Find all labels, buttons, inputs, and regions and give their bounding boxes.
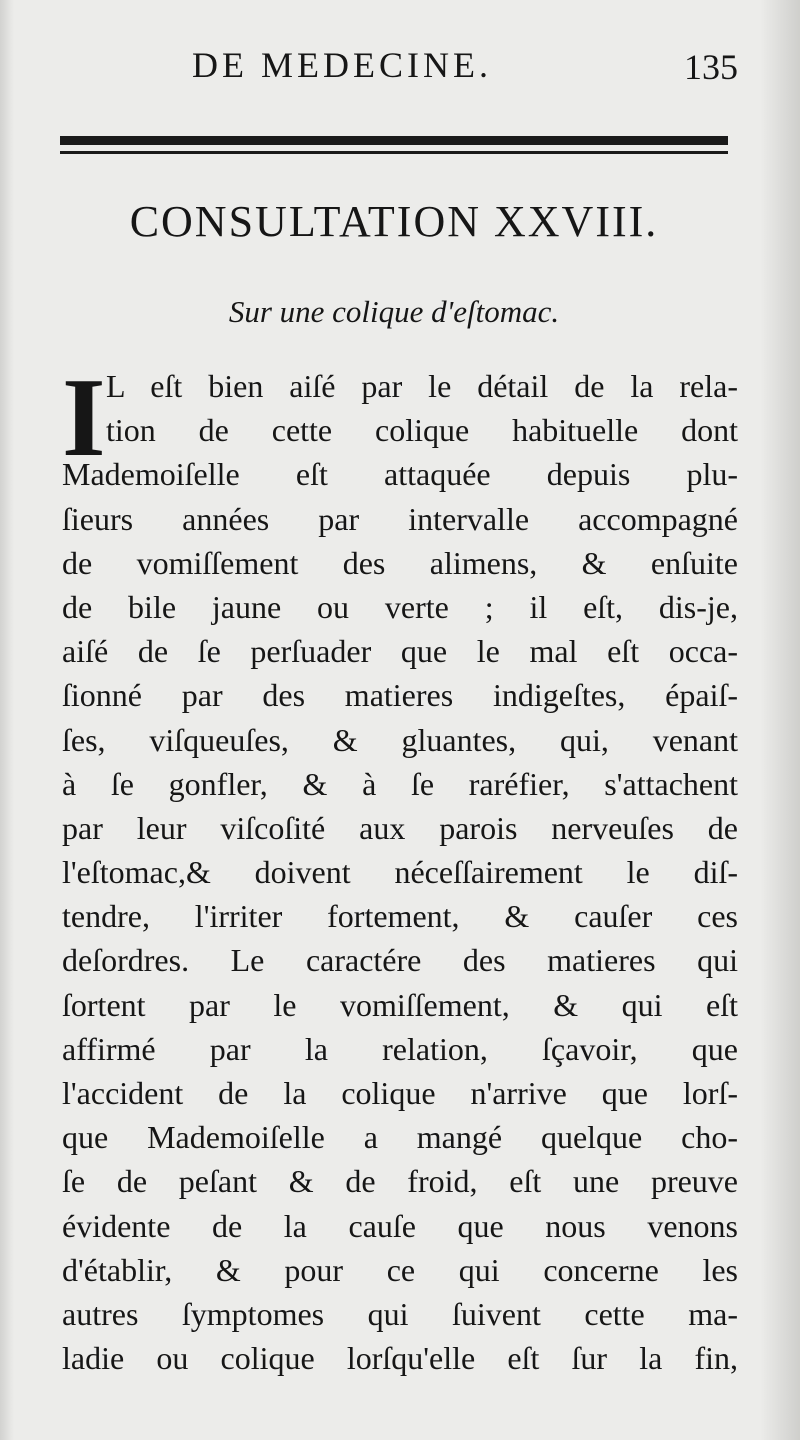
text-line: de bile jaune ou verte ; il eſt, dis-je, bbox=[62, 588, 738, 625]
text-line: ſes, viſqueuſes, & gluantes, qui, venant bbox=[62, 721, 738, 758]
text-line: ſe de peſant & de froid, eſt une preuve bbox=[62, 1163, 738, 1200]
page-edge-shadow bbox=[760, 0, 800, 1440]
body-text bbox=[62, 356, 738, 1380]
page-gutter-shadow bbox=[0, 0, 14, 1440]
text-line: ladie ou colique lorſqu'elle eſt ſur la fin, bbox=[62, 1340, 738, 1377]
text-line: tendre, l'irriter fortement, & cauſer ces bbox=[62, 898, 738, 935]
text-line: évidente de la cauſe que nous venons bbox=[62, 1207, 738, 1244]
text-line: par leur viſcoſité aux parois nerveuſes de bbox=[62, 809, 738, 846]
text-line: d'établir, & pour ce qui concerne les bbox=[62, 1251, 738, 1288]
text-line: de vomiſſement des alimens, & enſuite bbox=[62, 544, 738, 581]
text-line: tion de cette colique habituelle dont bbox=[106, 412, 738, 449]
text-line: L eſt bien aiſé par le détail de la rela- bbox=[106, 368, 738, 404]
drop-cap: I bbox=[62, 356, 106, 480]
text-line: aiſé de ſe perſuader que le mal eſt occa- bbox=[62, 633, 738, 670]
text-line: que Mademoiſelle a mangé quelque cho- bbox=[62, 1119, 738, 1156]
consultation-title: CONSULTATION XXVIII. bbox=[129, 197, 659, 246]
text-line: deſordres. Le caractére des matieres qui bbox=[62, 942, 738, 979]
header-rule-thin bbox=[60, 151, 728, 154]
consultation-subtitle: Sur une colique d'eſtomac. bbox=[228, 294, 560, 329]
text-line: à ſe gonfler, & à ſe raréfier, s'attachent bbox=[62, 765, 738, 802]
text-line: l'accident de la colique n'arrive que lorſ- bbox=[62, 1075, 738, 1111]
text-line: ſortent par le vomiſſement, & qui eſt bbox=[62, 986, 738, 1023]
page-number: 135 bbox=[684, 47, 738, 87]
text-line: ſionné par des matieres indigeſtes, épaiſ- bbox=[62, 677, 738, 714]
header-rule-thick bbox=[60, 136, 728, 145]
text-line: autres ſymptomes qui ſuivent cette ma- bbox=[62, 1295, 738, 1332]
running-title: DE MEDECINE. bbox=[192, 45, 492, 85]
text-line: ſieurs années par intervalle accompagné bbox=[62, 500, 738, 537]
running-head bbox=[60, 44, 740, 94]
text-line: Mademoiſelle eſt attaquée depuis plu- bbox=[62, 456, 738, 493]
text-line: affirmé par la relation, ſçavoir, que bbox=[62, 1030, 738, 1067]
text-line: l'eſtomac,& doivent néceſſairement le diſ- bbox=[62, 854, 738, 891]
